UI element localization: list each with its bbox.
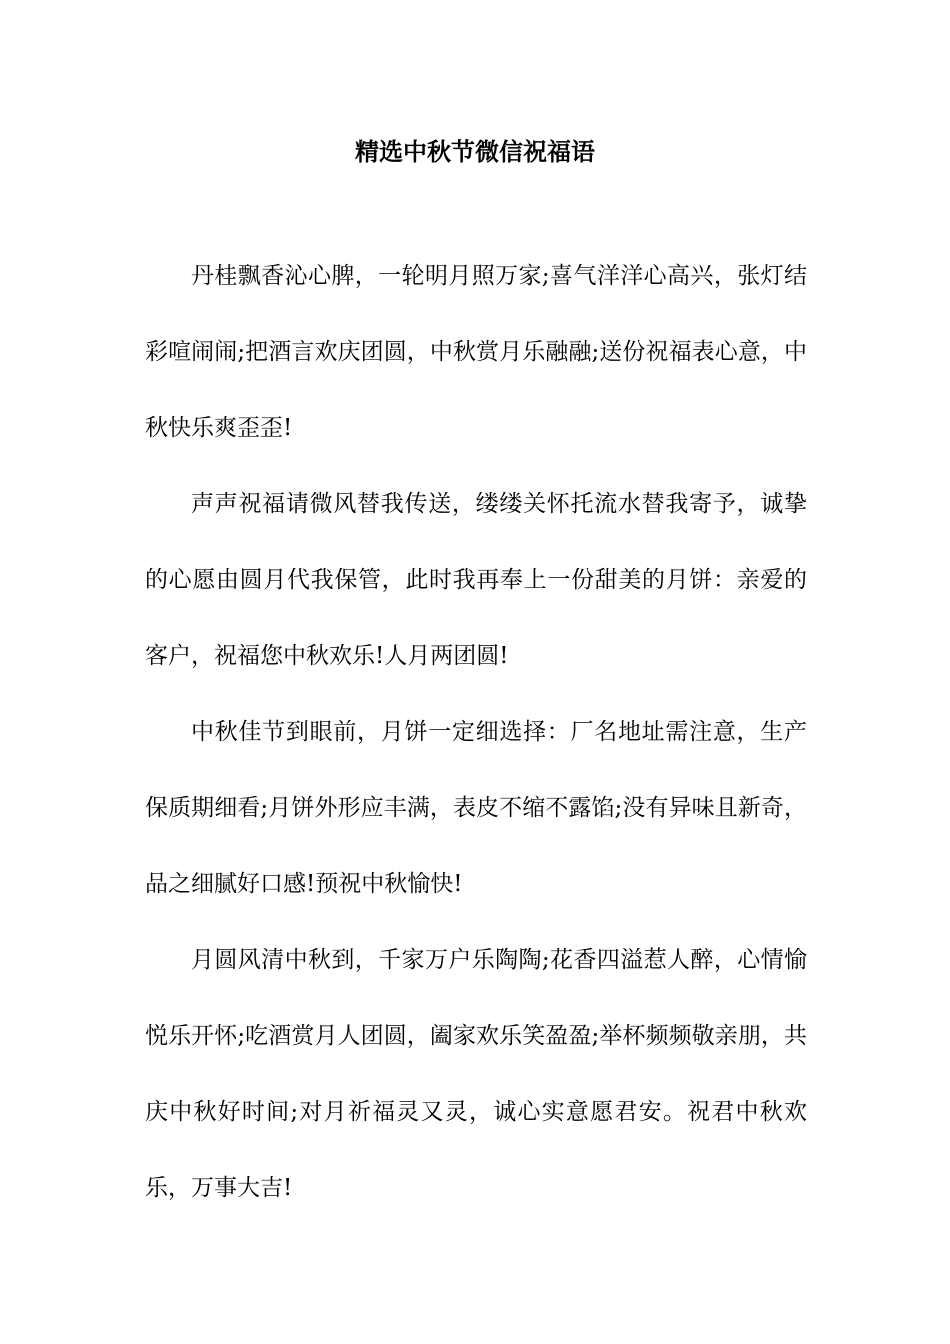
paragraph-1: 丹桂飘香沁心脾，一轮明月照万家;喜气洋洋心高兴，张灯结彩喧闹闹;把酒言欢庆团圆，中秋赏月乐融融;送份祝福表心意，中秋快乐爽歪歪! (145, 263, 807, 441)
document-title: 精选中秋节微信祝福语 (355, 137, 595, 166)
paragraph-2: 声声祝福请微风替我传送，缕缕关怀托流水替我寄予，诚挚的心愿由圆月代我保管，此时我再奉上一份甜美的月饼：亲爱的客户，祝福您中秋欢乐!人月两团圆! (145, 491, 807, 669)
document-body (145, 238, 807, 1226)
paragraph-3: 中秋佳节到眼前，月饼一定细选择：厂名地址需注意，生产保质期细看;月饼外形应丰满，表皮不缩不露馅;没有异味且新奇，品之细腻好口感!预祝中秋愉快! (145, 719, 807, 897)
paragraph-4: 月圆风清中秋到，千家万户乐陶陶;花香四溢惹人醉，心情愉悦乐开怀;吃酒赏月人团圆，阖家欢乐笑盈盈;举杯频频敬亲朋，共庆中秋好时间;对月祈福灵又灵，诚心实意愿君安。祝君中秋欢乐，万事大吉! (145, 947, 807, 1201)
